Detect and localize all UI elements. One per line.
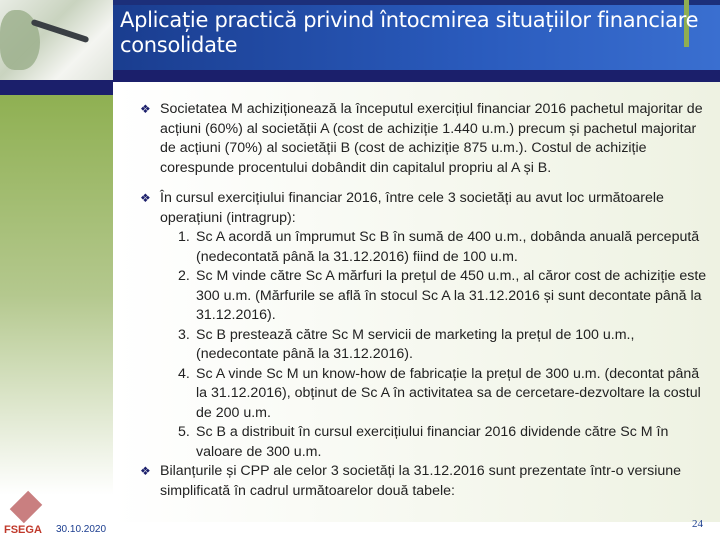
diamond-bullet-icon: ❖ xyxy=(140,464,151,478)
bullet xyxy=(140,100,710,178)
list-item xyxy=(140,423,710,462)
diamond-bullet-icon: ❖ xyxy=(140,191,151,205)
item-number: 3. xyxy=(178,326,190,343)
item-number: 2. xyxy=(178,268,190,284)
bullet-text: Bilanțurile și CPP ale celor 3 societăți la 31.12.2016 sunt prezentate într-o versiune simplificată în cadrul următoarelor două tabele: xyxy=(160,463,682,499)
list-item xyxy=(140,267,710,326)
list-item xyxy=(140,326,710,365)
item-text: Sc A acordă un împrumut Sc B în sumă de 400 u.m., dobânda anuală percepută (nedecontată până la 31.12.2016) fiind de 100 u.m. xyxy=(196,229,700,265)
item-text: Sc B prestează către Sc M servicii de marketing la prețul de 100 u.m., (nedecontate până la 31.12.2016). xyxy=(196,326,635,362)
header-image xyxy=(0,0,113,80)
operations-list xyxy=(140,228,710,462)
list-item xyxy=(140,228,710,267)
diamond-bullet-icon: ❖ xyxy=(140,102,151,116)
item-number: 5. xyxy=(178,424,190,440)
logo-text: FSEGA xyxy=(4,524,42,536)
item-number: 4. xyxy=(178,365,190,382)
bullet xyxy=(140,462,710,501)
bullet-text: Societatea M achiziționează la începutul exercițiul financiar 2016 pachetul majoritar de acțiuni (60%) al societății A (cost de achiziție 1.440 u.m.) precum și pachetul majoritar de acțiuni (70%) al societății B (cost de achiziție 875 u.m.). Costul de achiziție corespunde procentului dobândit din capitalul propriu al A și B. xyxy=(160,101,703,176)
bullet-text: În cursul exercițiului financiar 2016, între cele 3 societăți au avut loc următoarele operațiuni (intragrup): xyxy=(160,190,664,226)
list-item xyxy=(140,365,710,424)
divider xyxy=(113,70,720,82)
item-text: Sc B a distribuit în cursul exercițiului financiar 2016 dividende către Sc M în valoare de 300 u.m. xyxy=(196,424,669,460)
item-text: Sc M vinde către Sc A mărfuri la prețul de 450 u.m., al căror cost de achiziție este 300 u.m. (Mărfurile se află în stocul Sc A la 31.12.2016 și sunt decontate până la 31.12.2016). xyxy=(196,268,707,323)
slide-body xyxy=(140,100,710,512)
left-strip xyxy=(0,95,113,495)
slide-title: Aplicație practică privind întocmirea situațiilor financiare consolidate xyxy=(120,8,699,57)
slide-date: 30.10.2020 xyxy=(56,524,107,535)
item-text: Sc A vinde Sc M un know-how de fabricație la prețul de 300 u.m. (decontat până la 31.12.2016), obținut de Sc A în activitatea sa de cercetare-dezvoltare la costul de 200 u.m. xyxy=(196,365,701,421)
page-number: 24 xyxy=(692,518,703,530)
fsega-logo xyxy=(4,488,48,538)
item-number: 1. xyxy=(178,229,190,245)
divider xyxy=(0,80,113,95)
bullet xyxy=(140,189,710,228)
